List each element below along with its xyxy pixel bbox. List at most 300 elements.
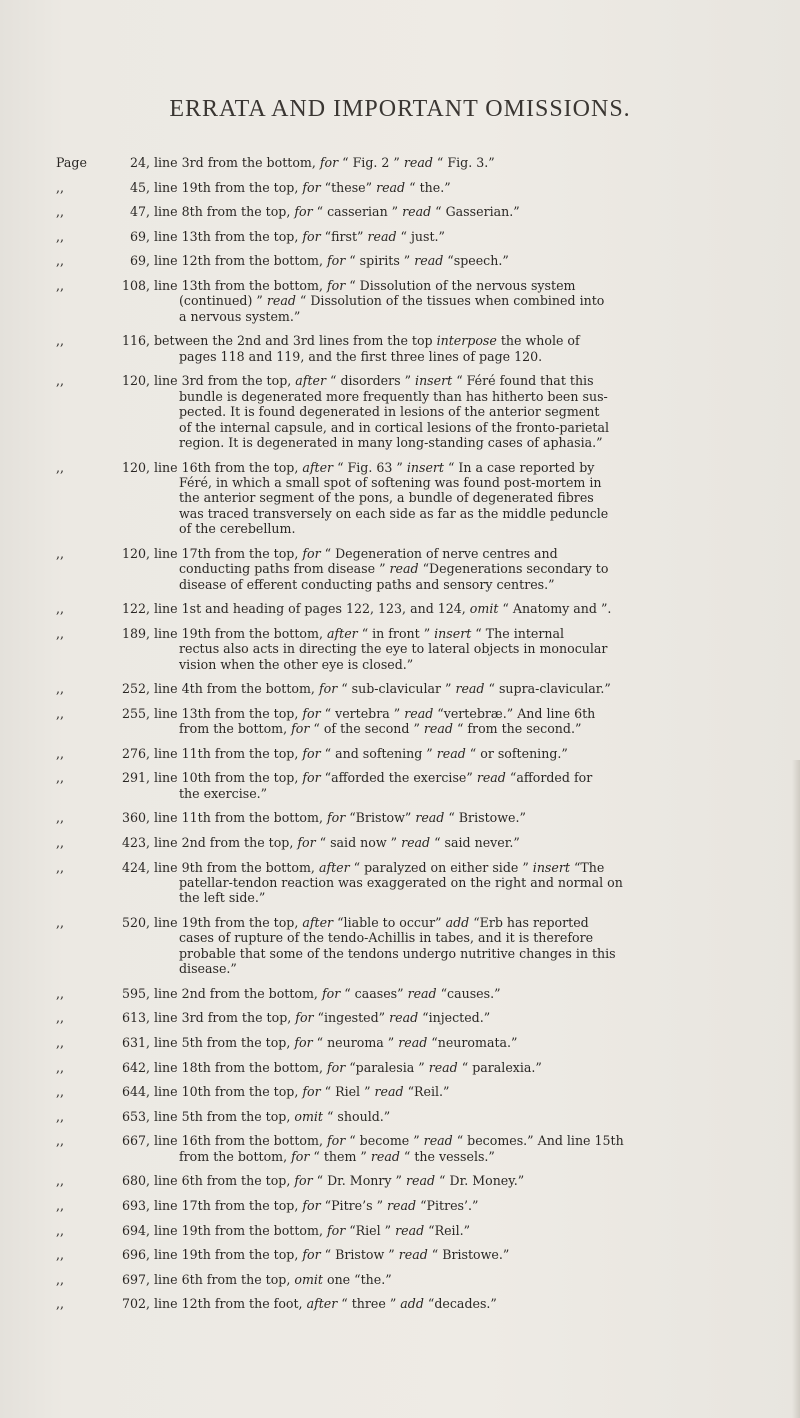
instruction-word: read	[428, 1059, 458, 1075]
entry-text: “ become ”	[345, 1133, 424, 1149]
instruction-word: read	[389, 561, 419, 577]
entry-line	[154, 420, 764, 435]
entry-text: line 16th from the top,	[154, 459, 303, 475]
page-number: 360 ,	[54, 810, 150, 825]
entry-prefix: ,,	[56, 204, 65, 220]
instruction-word: interpose	[436, 333, 497, 349]
page-number: 108 ,	[54, 278, 150, 293]
entry-line	[154, 1035, 764, 1050]
entry-line	[154, 860, 764, 875]
entry-prefix: ,,	[56, 459, 65, 475]
entry-line	[154, 706, 764, 721]
entry-text: line 10th from the top,	[154, 770, 303, 786]
page-number: 696 ,	[54, 1247, 150, 1262]
entry-text: “Bristow”	[345, 810, 416, 826]
entry-line	[154, 404, 764, 419]
entry-text: line 2nd from the bottom,	[154, 985, 322, 1001]
entry-text: “ Anatomy and ”.	[498, 601, 612, 617]
page-number: 69 ,	[54, 253, 150, 268]
entry-text: “first”	[320, 228, 368, 244]
entry-line	[154, 229, 764, 244]
entry-prefix: ,,	[56, 333, 65, 349]
entry-line	[154, 577, 764, 592]
instruction-word: for	[302, 1084, 321, 1100]
entry-text: “ Bristow ”	[320, 1247, 399, 1263]
page-number: 694 ,	[54, 1223, 150, 1238]
errata-entry	[54, 278, 764, 324]
entry-text: line 18th from the bottom,	[154, 1059, 327, 1075]
page-number: 47 ,	[54, 204, 150, 219]
instruction-word: read	[423, 721, 453, 737]
entry-text: line 12th from the foot,	[154, 1296, 307, 1312]
entry-text: line 16th from the bottom,	[154, 1133, 327, 1149]
page-number: 255 ,	[54, 706, 150, 721]
entry-text: “ should.”	[322, 1108, 391, 1124]
instruction-word: after	[295, 373, 326, 389]
entry-line	[154, 293, 764, 308]
entry-line	[154, 1084, 764, 1099]
instruction-word: for	[294, 1173, 313, 1189]
entry-text: “injected.”	[418, 1010, 491, 1026]
errata-entry	[54, 915, 764, 977]
instruction-word: for	[319, 155, 339, 170]
instruction-word: for	[326, 1222, 346, 1238]
entry-line	[154, 349, 764, 364]
entry-text: line 10th from the top,	[154, 1084, 303, 1100]
instruction-word: for	[302, 1247, 321, 1263]
instruction-word: omit	[294, 1108, 323, 1124]
entry-text: from the bottom,	[179, 1148, 292, 1164]
instruction-word: read	[404, 705, 434, 721]
entry-prefix: ,,	[56, 1271, 65, 1287]
page-number: 653 ,	[54, 1109, 150, 1124]
instruction-word: omit	[294, 1271, 323, 1287]
page-number: 702 ,	[54, 1296, 150, 1311]
entry-line	[154, 490, 764, 505]
entry-text: “ Bristowe.”	[444, 810, 526, 826]
entry-text: “speech.”	[443, 253, 509, 269]
entry-line	[154, 1173, 764, 1188]
entry-prefix: ,,	[56, 915, 65, 930]
entry-text: “these”	[320, 179, 377, 195]
entry-text: line 3rd from the top,	[154, 1010, 296, 1026]
entry-text: line 13th from the top,	[154, 228, 303, 244]
entry-text: “ becomes.” And line 15th	[452, 1133, 624, 1149]
entry-text: was traced transversely on each side as far as the middle peduncle	[179, 505, 609, 521]
entry-text: rectus also acts in directing the eye to lateral objects in monocular	[179, 641, 608, 657]
page-number: 120 ,	[54, 460, 150, 475]
entry-text: “ said never.”	[430, 835, 520, 850]
instruction-word: for	[295, 1010, 314, 1026]
entry-text: region. It is degenerated in many long-standing cases of aphasia.”	[179, 435, 603, 450]
instruction-word: read	[398, 1035, 428, 1050]
entry-text: patellar-tendon reaction was exaggerated on the right and normal on	[179, 875, 623, 890]
entry-text: line 13th from the top,	[154, 705, 303, 721]
errata-entry	[54, 1198, 764, 1213]
entry-text: “ paralexia.”	[457, 1059, 542, 1075]
entry-prefix: ,,	[56, 1059, 65, 1075]
page-number: 423 ,	[54, 835, 150, 850]
entry-line	[154, 460, 764, 475]
entry-text: the anterior segment of the pons, a bundle of degenerated fibres	[179, 490, 594, 506]
instruction-word: read	[414, 253, 444, 269]
entry-text: “ vertebra ”	[320, 705, 405, 721]
entry-text: vision when the other eye is closed.”	[179, 656, 414, 672]
entry-text: from the bottom,	[179, 721, 292, 737]
entry-text: “ Dissolution of the tissues when combined into	[295, 293, 605, 309]
entry-text: “decades.”	[423, 1296, 497, 1312]
instruction-word: read	[415, 810, 445, 826]
entry-text: “ casserian ”	[312, 204, 403, 220]
page-number: 680 ,	[54, 1173, 150, 1188]
instruction-word: read	[266, 293, 296, 309]
entry-text: “afforded for	[505, 770, 593, 786]
entry-prefix: ,,	[56, 277, 65, 293]
entry-line	[154, 521, 764, 536]
entry-text: “ supra-clavicular.”	[484, 681, 611, 697]
entry-line	[154, 721, 764, 736]
entry-text: (continued) ”	[179, 293, 267, 309]
entry-text: line 8th from the top,	[154, 204, 295, 220]
errata-entry	[54, 1173, 764, 1188]
instruction-word: insert	[415, 373, 453, 389]
entry-text: line 11th from the top,	[154, 745, 303, 761]
entry-text: line 5th from the top,	[154, 1035, 295, 1050]
instruction-word: for	[318, 681, 338, 697]
entry-text: the whole of	[496, 333, 580, 349]
page-number: 642 ,	[54, 1060, 150, 1075]
entry-text: line 3rd from the bottom,	[154, 155, 320, 170]
entry-prefix: ,,	[56, 601, 65, 617]
entry-line	[154, 1010, 764, 1025]
instruction-word: read	[403, 155, 433, 170]
page-edge-shadow	[792, 760, 800, 1418]
instruction-word: insert	[406, 459, 444, 475]
entry-text: “ three ”	[337, 1296, 401, 1312]
entry-text: “vertebræ.” And line 6th	[433, 705, 596, 721]
entry-line	[154, 1247, 764, 1262]
entry-line	[154, 506, 764, 521]
entry-line	[154, 946, 764, 961]
entry-text: probable that some of the tendons undergo nutritive changes in this	[179, 945, 616, 961]
page-number: 69 ,	[54, 229, 150, 244]
entry-text: “ them ”	[309, 1148, 371, 1164]
entry-line	[154, 657, 764, 672]
entry-line	[154, 641, 764, 656]
entry-text: line 2nd from the top,	[154, 835, 298, 850]
errata-entry	[54, 1133, 764, 1164]
entry-prefix: ,,	[56, 835, 65, 850]
entry-prefix: ,,	[56, 1222, 65, 1238]
instruction-word: for	[326, 1133, 346, 1149]
instruction-word: read	[395, 1222, 425, 1238]
entry-line	[154, 930, 764, 945]
entry-text: line 19th from the top,	[154, 179, 303, 195]
page-number: 252 ,	[54, 681, 150, 696]
instruction-word: read	[476, 770, 506, 786]
errata-entry	[54, 1109, 764, 1124]
entry-line	[154, 155, 764, 170]
entry-text: “Pitres’.”	[416, 1197, 479, 1213]
instruction-word: for	[326, 1059, 346, 1075]
entry-prefix: ,,	[56, 859, 65, 875]
entry-prefix: ,,	[56, 253, 65, 269]
page-number: 631 ,	[54, 1035, 150, 1050]
entry-text: Féré, in which a small spot of softening was found post-mortem in	[179, 475, 602, 490]
entry-text: the left side.”	[179, 890, 266, 906]
instruction-word: read	[436, 745, 466, 761]
instruction-word: read	[401, 835, 431, 850]
instruction-word: for	[302, 179, 321, 195]
entry-line	[154, 1060, 764, 1075]
entry-line	[154, 561, 764, 576]
entry-line	[154, 309, 764, 324]
entry-text: between the 2nd and 3rd lines from the top	[154, 333, 437, 349]
instruction-word: for	[302, 705, 321, 721]
entry-text: conducting paths from disease ”	[179, 561, 390, 577]
instruction-word: after	[306, 1296, 338, 1312]
entry-text: “ Dissolution of the nervous system	[345, 277, 576, 293]
entry-text: “ neuroma ”	[312, 1035, 399, 1050]
entry-text: “ Fig. 63 ”	[333, 459, 407, 475]
entry-line	[154, 435, 764, 450]
instruction-word: read	[389, 1010, 419, 1026]
instruction-word: for	[294, 204, 313, 220]
entry-prefix: ,,	[56, 228, 65, 244]
entry-text: “ sub-clavicular ”	[337, 681, 456, 697]
entry-text: line 6th from the top,	[154, 1271, 295, 1287]
entry-text: “Reil.”	[424, 1222, 471, 1238]
entry-prefix: ,,	[56, 985, 65, 1001]
entry-text: “ of the second ”	[309, 721, 424, 737]
entry-text: one “the.”	[322, 1271, 392, 1287]
entry-line	[154, 546, 764, 561]
entry-text: “Erb has reported	[469, 915, 589, 930]
entry-text: “ spirits ”	[345, 253, 415, 269]
entry-text: “ said now ”	[315, 835, 402, 850]
entry-text: “afforded the exercise”	[320, 770, 477, 786]
errata-entry	[54, 373, 764, 450]
entry-prefix: ,,	[56, 1197, 65, 1213]
instruction-word: read	[370, 1148, 400, 1164]
entry-text: line 13th from the bottom,	[154, 277, 327, 293]
instruction-word: for	[321, 985, 341, 1001]
page-number: 667 ,	[54, 1133, 150, 1148]
errata-entry	[54, 1084, 764, 1099]
entry-line	[154, 333, 764, 348]
instruction-word: read	[376, 179, 406, 195]
errata-list	[54, 155, 764, 1321]
errata-entry	[54, 460, 764, 537]
errata-entry	[54, 546, 764, 592]
entry-prefix: ,,	[56, 1247, 65, 1263]
entry-prefix: ,,	[56, 179, 65, 195]
errata-entry	[54, 1247, 764, 1262]
entry-text: line 6th from the top,	[154, 1173, 295, 1189]
errata-entry	[54, 204, 764, 219]
entry-prefix: ,,	[56, 1133, 65, 1149]
entry-text: line 11th from the bottom,	[154, 810, 327, 826]
entry-line	[154, 986, 764, 1001]
errata-entry	[54, 1223, 764, 1238]
entry-text: “ingested”	[313, 1010, 390, 1026]
page-number: 122 ,	[54, 601, 150, 616]
instruction-word: read	[423, 1133, 453, 1149]
entry-text: “ Dr. Monry ”	[312, 1173, 406, 1189]
entry-line	[154, 1223, 764, 1238]
entry-text: “Degenerations secondary to	[418, 561, 609, 577]
entry-line	[154, 810, 764, 825]
entry-text: line 19th from the bottom,	[154, 1222, 327, 1238]
page-number: 644 ,	[54, 1084, 150, 1099]
entry-text: “ Fig. 3.”	[432, 155, 495, 170]
errata-entry	[54, 229, 764, 244]
instruction-word: read	[402, 204, 432, 220]
instruction-word: for	[302, 1197, 321, 1213]
entry-line	[154, 278, 764, 293]
errata-entry	[54, 333, 764, 364]
entry-prefix: ,,	[56, 1108, 65, 1124]
instruction-word: for	[302, 745, 321, 761]
entry-text: “ The internal	[471, 625, 565, 641]
instruction-word: for	[302, 545, 321, 561]
entry-text: line 5th from the top,	[154, 1108, 295, 1124]
page-number: 595 ,	[54, 986, 150, 1001]
entry-line	[154, 253, 764, 268]
entry-text: “ Gasserian.”	[431, 204, 520, 220]
entry-prefix: ,,	[56, 681, 65, 697]
entry-text: line 1st and heading of pages 122, 123, and 124,	[154, 601, 470, 617]
entry-line	[154, 786, 764, 801]
entry-line	[154, 1149, 764, 1164]
errata-entry	[54, 1272, 764, 1287]
entry-prefix: ,,	[56, 373, 65, 389]
page-number: 520 ,	[54, 915, 150, 930]
instruction-word: add	[400, 1296, 424, 1312]
entry-text: line 4th from the bottom,	[154, 681, 319, 697]
errata-entry	[54, 253, 764, 268]
instruction-word: read	[455, 681, 485, 697]
entry-text: “ Degeneration of nerve centres and	[320, 545, 558, 561]
entry-text: the exercise.”	[179, 785, 268, 801]
entry-line	[154, 890, 764, 905]
errata-entry	[54, 986, 764, 1001]
instruction-word: for	[297, 835, 316, 850]
instruction-word: read	[398, 1247, 428, 1263]
entry-text: “ in front ”	[357, 625, 435, 641]
instruction-word: for	[294, 1035, 313, 1050]
entry-line	[154, 1296, 764, 1311]
entry-text: “liable to occur”	[333, 915, 446, 930]
page-number: 613 ,	[54, 1010, 150, 1025]
instruction-word: after	[326, 625, 358, 641]
page-number: 189 ,	[54, 626, 150, 641]
entry-text: “ just.”	[396, 228, 445, 244]
entry-text: “causes.”	[436, 985, 501, 1001]
page-number: 24 ,	[54, 155, 150, 170]
instruction-word: omit	[469, 601, 499, 617]
entry-text: “ the.”	[405, 179, 451, 195]
entry-prefix: ,,	[56, 810, 65, 826]
instruction-word: for	[291, 1148, 310, 1164]
entry-line	[154, 1198, 764, 1213]
entry-text: disease.”	[179, 961, 237, 977]
instruction-word: insert	[532, 859, 570, 875]
entry-prefix: ,,	[56, 1173, 65, 1189]
entry-line	[154, 1109, 764, 1124]
page-number: 276 ,	[54, 746, 150, 761]
entry-text: “ from the second.”	[452, 721, 582, 737]
errata-entry	[54, 601, 764, 616]
instruction-word: read	[367, 228, 397, 244]
errata-entry	[54, 746, 764, 761]
entry-text: a nervous system.”	[179, 308, 301, 324]
entry-line	[154, 1133, 764, 1148]
entry-prefix: ,,	[56, 1084, 65, 1100]
instruction-word: read	[407, 985, 437, 1001]
entry-prefix: ,,	[56, 745, 65, 761]
entry-line	[154, 601, 764, 616]
page-number: 116 ,	[54, 333, 150, 348]
instruction-word: for	[326, 253, 346, 269]
entry-text: line 19th from the bottom,	[154, 625, 327, 641]
entry-line	[154, 475, 764, 490]
errata-entry	[54, 1010, 764, 1025]
entry-text: “ Fig. 2 ”	[338, 155, 404, 170]
entry-line	[154, 373, 764, 388]
instruction-word: after	[302, 915, 334, 930]
instruction-word: for	[302, 228, 321, 244]
entry-text: “ caases”	[340, 985, 408, 1001]
entry-text: disease of efferent conducting paths and sensory centres.”	[179, 576, 555, 592]
entry-text: line 19th from the top,	[154, 915, 303, 930]
page-title: ERRATA AND IMPORTANT OMISSIONS.	[169, 96, 631, 122]
errata-entry	[54, 770, 764, 801]
entry-prefix: ,,	[56, 1296, 65, 1312]
errata-entry	[54, 1035, 764, 1050]
errata-entry	[54, 1060, 764, 1075]
entry-text: of the internal capsule, and in cortical lesions of the fronto-parietal	[179, 419, 609, 435]
entry-line	[154, 835, 764, 850]
page-number: 120 ,	[54, 546, 150, 561]
entry-prefix: ,,	[56, 1035, 65, 1050]
errata-entry	[54, 155, 764, 170]
entry-line	[154, 915, 764, 930]
entry-text: line 17th from the top,	[154, 545, 303, 561]
entry-text: pected. It is found degenerated in lesions of the anterior segment	[179, 404, 600, 420]
entry-text: “The	[569, 859, 605, 875]
entry-text: “ Bristowe.”	[427, 1247, 510, 1263]
entry-text: “ the vessels.”	[399, 1148, 495, 1164]
entry-prefix: ,,	[56, 625, 65, 641]
entry-line	[154, 204, 764, 219]
entry-text: “Pitre’s ”	[320, 1197, 388, 1213]
entry-line	[154, 180, 764, 195]
entry-text: “Riel ”	[345, 1222, 396, 1238]
page-number: 697 ,	[54, 1272, 150, 1287]
entry-prefix: Page	[56, 155, 87, 170]
errata-entry	[54, 180, 764, 195]
errata-entry	[54, 626, 764, 672]
instruction-word: read	[374, 1084, 404, 1100]
entry-line	[154, 770, 764, 785]
instruction-word: for	[302, 770, 321, 786]
errata-entry	[54, 810, 764, 825]
instruction-word: after	[318, 859, 350, 875]
entry-prefix: ,,	[56, 1010, 65, 1026]
entry-text: pages 118 and 119, and the first three lines of page 120.	[179, 348, 543, 364]
entry-text: “ paralyzed on either side ”	[349, 859, 533, 875]
